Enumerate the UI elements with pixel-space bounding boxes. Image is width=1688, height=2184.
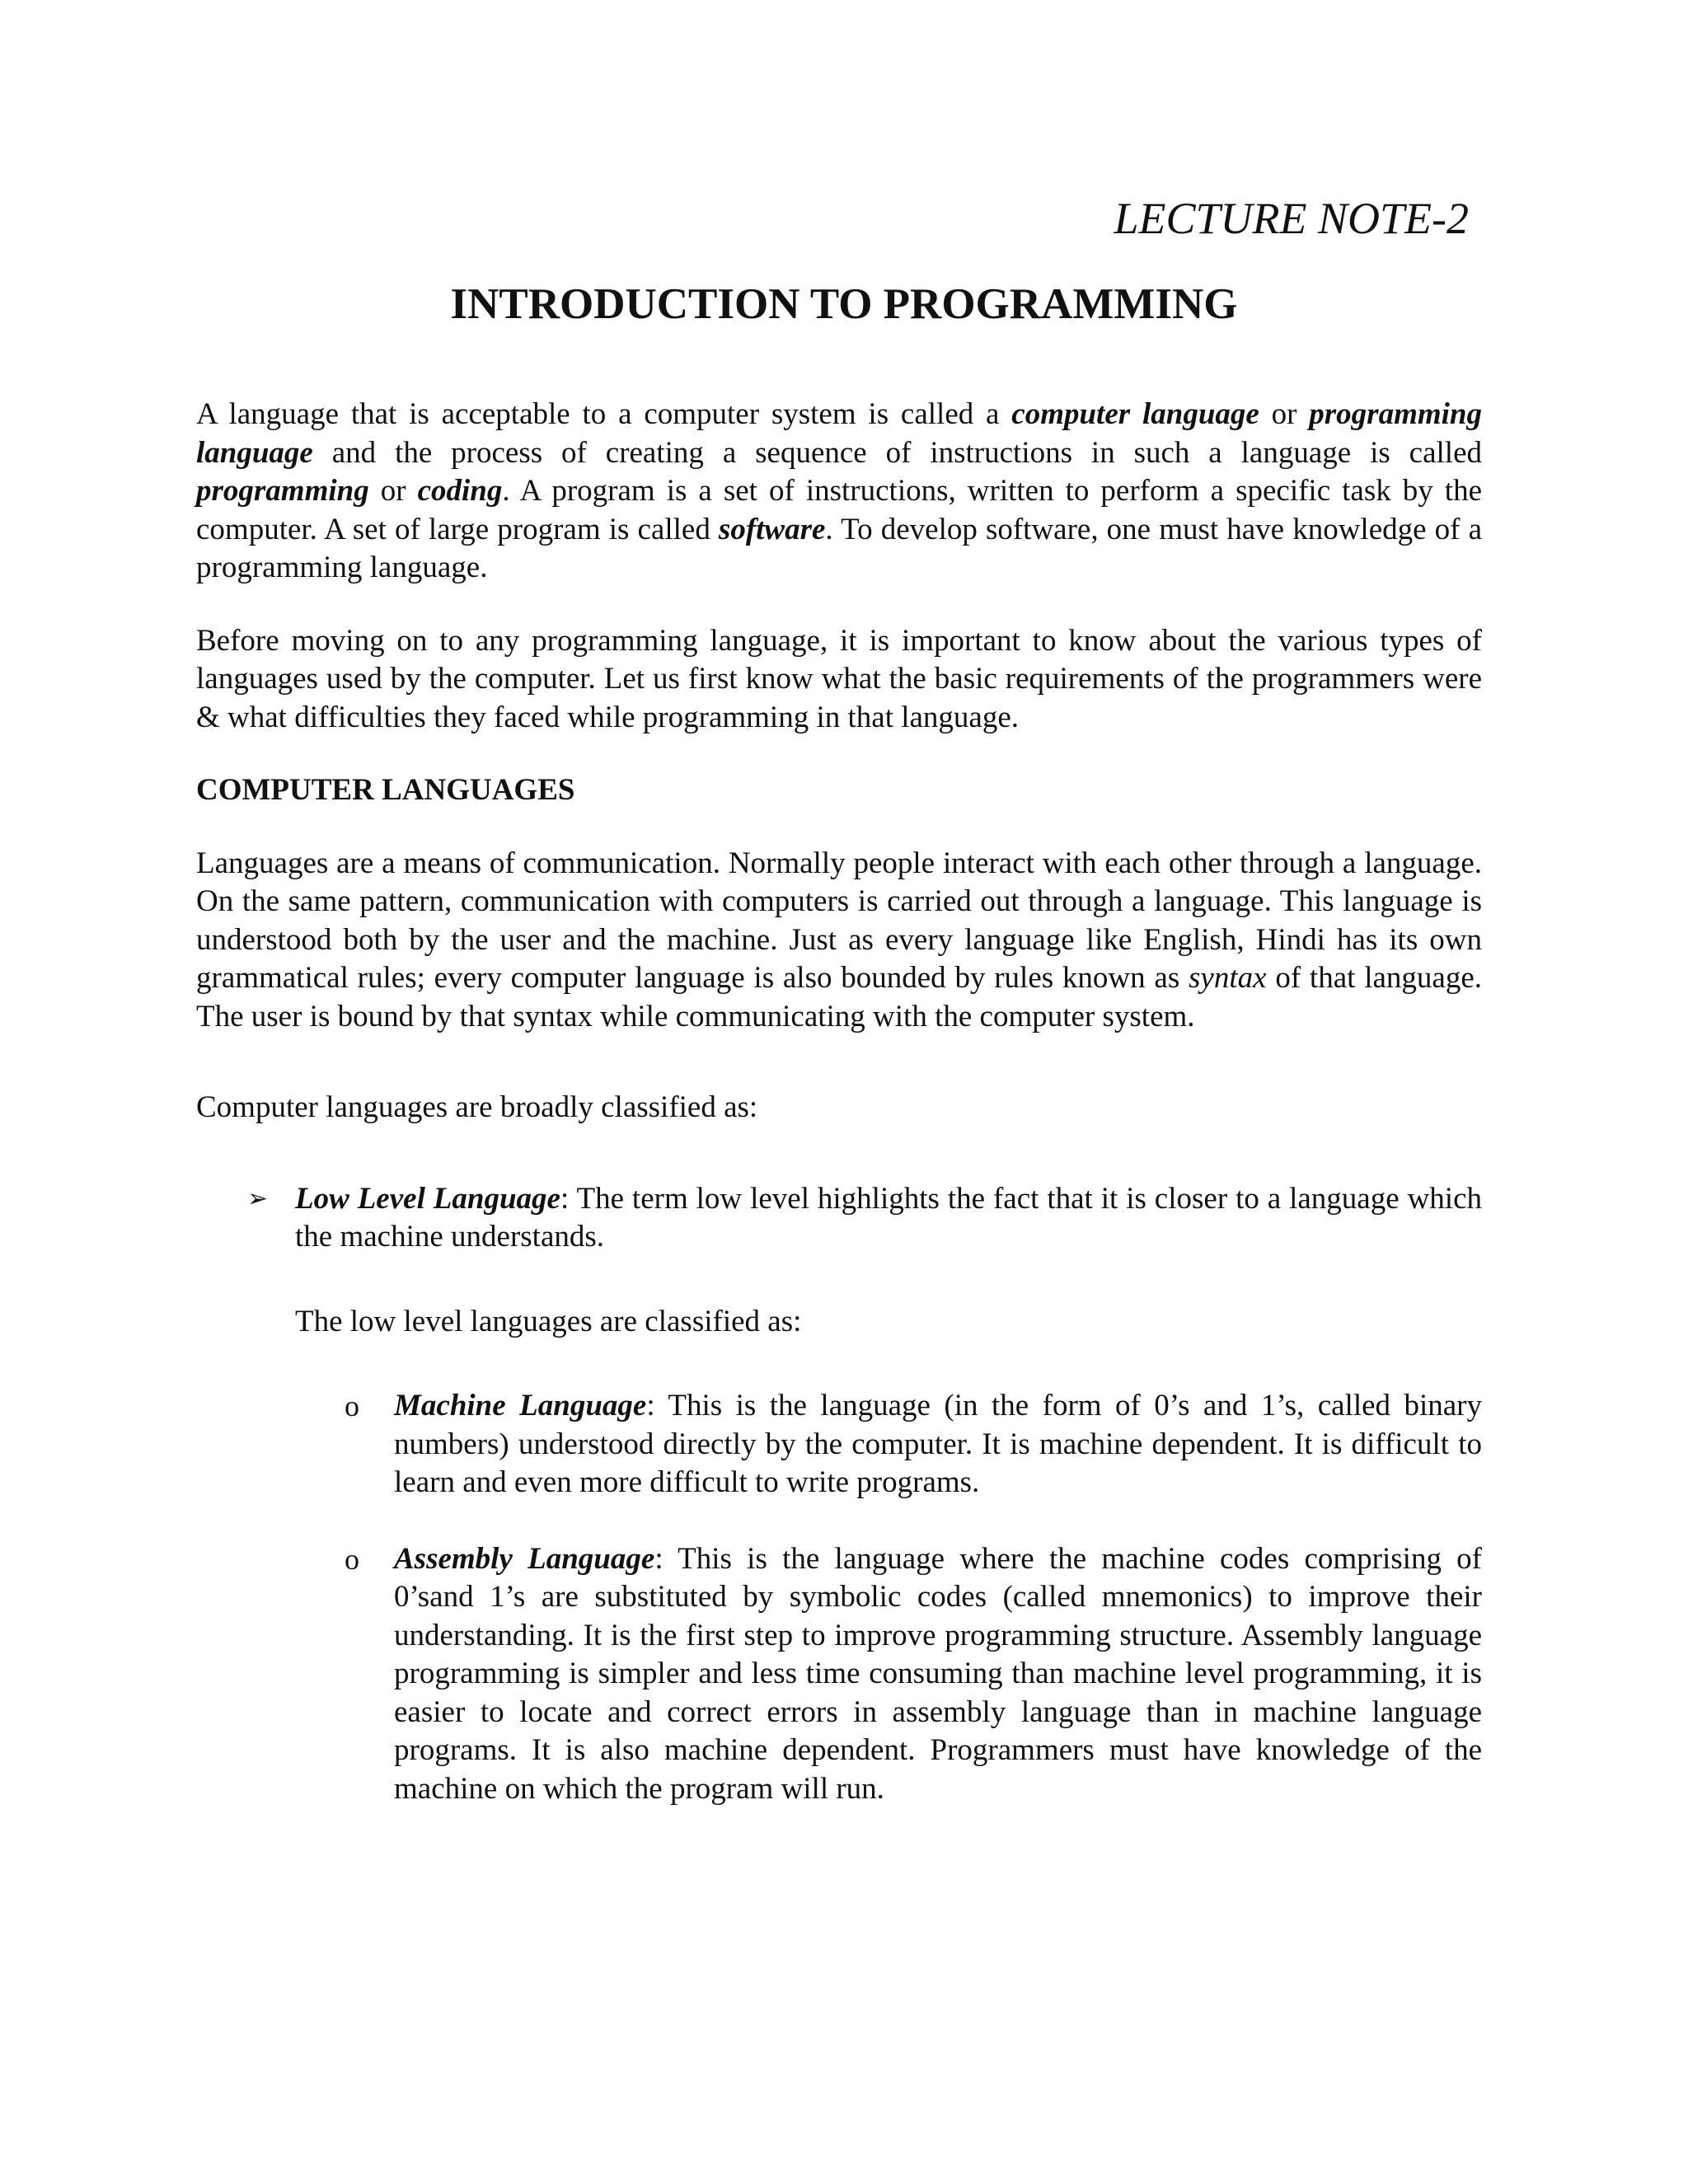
text-run: Languages are a means of communication. Normally people interact with each other through a language. On the same pattern, communication with computers is carried out through a language. This language is understood both by the user and the machine. Just as every language like English, Hindi has its own grammatical rules; every computer language is also bounded by rules known as bbox=[196, 846, 1482, 995]
low-level-description bbox=[295, 1180, 1482, 1257]
text-run: A language that is acceptable to a computer system is called a bbox=[196, 397, 1012, 431]
text-run: of that language. The user is bound by that syntax while communicating with the computer system. bbox=[196, 961, 1482, 1033]
circle-bullet-icon: o bbox=[345, 1390, 359, 1422]
text-run: . A program is a set of instructions, written to perform a specific task by the computer. A set of large program is called bbox=[196, 474, 1483, 546]
language-classification-list bbox=[196, 1180, 1482, 1257]
page-title: INTRODUCTION TO PROGRAMMING bbox=[450, 280, 1238, 328]
machine-language-description bbox=[394, 1387, 1482, 1502]
list-item-assembly-language bbox=[196, 1540, 1482, 1809]
term-software: software bbox=[718, 512, 826, 546]
circle-bullet-icon: o bbox=[345, 1542, 359, 1576]
term-computer-language: computer language bbox=[1011, 397, 1259, 431]
intro-paragraph bbox=[196, 396, 1482, 588]
list-item-machine-language bbox=[196, 1387, 1482, 1502]
text-run: : This is the language (in the form of 0’s and 1’s, called binary numbers) understood directly by the computer. It is machine dependent. It is difficult to learn and even more difficult to write programs. bbox=[394, 1389, 1483, 1499]
classification-paragraph: Computer languages are broadly classified as: bbox=[196, 1090, 758, 1124]
low-level-intro: The low level languages are classified as: bbox=[295, 1304, 802, 1338]
arrow-bullet-icon: ➢ bbox=[247, 1183, 269, 1213]
assembly-language-description bbox=[394, 1540, 1482, 1809]
text-run: : The term low level highlights the fact that it is closer to a language which the machine understands. bbox=[295, 1181, 1482, 1254]
lecture-note-label: LECTURE NOTE-2 bbox=[1114, 194, 1469, 243]
text-run: or bbox=[368, 474, 418, 508]
low-level-types-list bbox=[196, 1387, 1482, 1808]
term-programming: programming bbox=[196, 474, 369, 508]
document-body bbox=[196, 396, 1482, 1846]
term-assembly-language: Assembly Language bbox=[394, 1541, 655, 1576]
term-programming-language: programming language bbox=[196, 397, 1482, 470]
term-low-level-language: Low Level Language bbox=[295, 1181, 560, 1216]
term-syntax: syntax bbox=[1189, 961, 1267, 995]
list-item-low-level-language bbox=[196, 1180, 1482, 1257]
text-run: . To develop software, one must have knowledge of a programming language. bbox=[196, 512, 1482, 584]
text-run: or bbox=[1259, 397, 1310, 431]
types-paragraph: Before moving on to any programming language, it is important to know about the various types of languages used by the computer. Let us first know what the basic requirements of the programmers were & what difficulties they faced while programming in that language. bbox=[196, 623, 1482, 734]
text-run: : This is the language where the machine codes comprising of 0’sand 1’s are substituted by symbolic codes (called mnemonics) to improve their understanding. It is the first step to improve programming structure. Assembly language programming is simpler and less time consuming than machine level programming, it is easier to locate and correct errors in assembly language than in machine language programs. It is also machine dependent. Programmers must have knowledge of the machine on which the program will run. bbox=[394, 1541, 1483, 1806]
term-coding: coding bbox=[417, 474, 503, 508]
section-heading-computer-languages: COMPUTER LANGUAGES bbox=[196, 773, 575, 807]
term-machine-language: Machine Language bbox=[394, 1389, 647, 1422]
communication-paragraph bbox=[196, 845, 1482, 1037]
text-run: and the process of creating a sequence of instructions in such a language is called bbox=[312, 435, 1482, 470]
